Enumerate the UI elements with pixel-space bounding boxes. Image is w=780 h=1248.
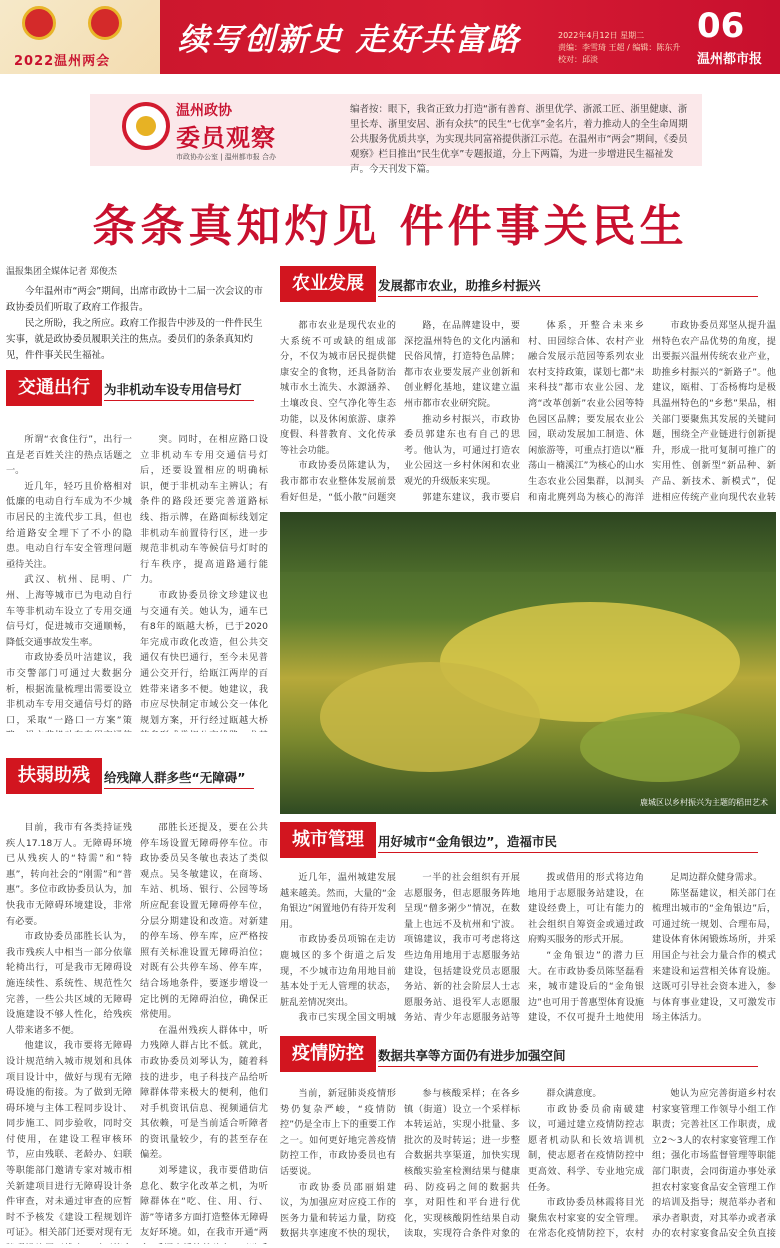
paragraph: 推动乡村振兴，市政协委员郭建东也有自己的思考。他认为，可通过打造农业公园这一乡村休闲和农业观光的升级版来实现。 [404, 413, 520, 487]
paragraph: 郭建东建议，我市要启 [422, 491, 520, 503]
traffic-col-1 [6, 432, 132, 732]
paragraph: 突。同时，在相应路口设立非机动车专用交通信号灯后，还要设置相应的明确标识，便于非机动车主辨认；有条件的路段还要完善道路标线、指示牌，在路面标线划定非机动车前置待行区，进一步规范非机动车等候信号灯时的行车秩序，提高道路通行能力。 [140, 434, 268, 586]
epidemic-col-4 [652, 1086, 776, 1244]
byline: 温报集团全媒体记者 郑俊杰 [6, 267, 117, 277]
divider [104, 788, 254, 789]
header-meta [558, 30, 680, 66]
national-emblem-icon [22, 6, 56, 40]
divider [104, 400, 254, 401]
page-headline: 条条真知灼见 件件事关民生 [92, 201, 688, 252]
photo-field [580, 712, 740, 782]
paragraph: 拨或借用的形式将边角地用于志愿服务站建设，在建设经费上，可让有能力的社会组织自筹资金或通过政府购买服务的形式开展。 [528, 872, 644, 946]
urban-col-2 [404, 870, 520, 1026]
banner-credit: 市政协办公室 | 温州都市报 合办 [176, 153, 277, 161]
section-label: 疫情防控 [280, 1036, 376, 1072]
paragraph: 市政协委员林霞将目光聚焦农村家宴的安全管理。在常态化疫情防控下，农村 [528, 1197, 644, 1240]
paragraph: 市政协委员俞南破建议，可通过建立疫情防控志愿者机动队和长效培训机制，使志愿者在疫情防控中更高效、科学、专业地完成任务。 [528, 1103, 644, 1193]
divider [378, 852, 758, 853]
divider [378, 296, 758, 297]
paragraph: 市政协委员陈建认为，我市都市农业整体发展前景看好但是，“低小散”问题突 [280, 460, 396, 503]
paragraph: 在温州残疾人群体中，听力残障人群占比不低。就此，市政协委员刘琴认为，随着科技的进步，电子科技产品给听障群体带来极大的便利，他们对手机资讯信息、视频通信尤其依赖，可是当前适合听障者的资讯量较少，有的甚至存在偏差。 [140, 1024, 268, 1161]
traffic-col-2 [140, 432, 268, 732]
section-subtitle: 为非机动车设专用信号灯 [104, 382, 242, 397]
photo-field [320, 662, 540, 772]
epidemic-col-2 [404, 1086, 520, 1244]
section-head-urban [280, 822, 776, 858]
cppcc-emblem-icon [88, 6, 122, 40]
epidemic-col-3 [528, 1086, 644, 1244]
agri-col-1 [280, 318, 396, 504]
paragraph: 市政协委员郑坚从提升温州特色农产品优势的角度，提出要振兴温州传统农业产业，助推乡村振兴的“新路子”。他建议，瓯柑、丁岙杨梅均是极具温州特色的“乡愁”果品，相关部门要聚焦其发展的关键问题，围绕全产业链进行创新提升，形成一批可复制可推广的实用性、创新型“新品种、新产品、新技术、新模式”，促进相应传统产业向现代农业转 [652, 320, 776, 503]
paragraph: 所谓“衣食住行”，出行一直是老百姓关注的热点话题之一。 [6, 434, 132, 477]
paragraph: 近几年，温州城建发展越来越美。然而，大量的“金角银边”闲置地仍有待开发利用。 [280, 872, 396, 930]
section-subtitle: 给残障人群多些“无障碍” [104, 770, 246, 785]
urban-col-4 [652, 870, 776, 1026]
paragraph: 陈坚磊建议，相关部门在梳理出城市的“金角银边”后，可通过统一规划、合理布局，建设体育休闲锻炼场所，并采用国企与社会力量合作的模式来建设和运营相关体育设施。这既可引导社会资本进入，参与体育事业建设，又可激发市场主体活力。 [652, 887, 776, 1024]
section-label: 农业发展 [280, 266, 376, 302]
header-slogan: 续写创新史 走好共富路 [178, 22, 521, 58]
paragraph: 他建议，我市要将无障碍设计规范纳入城市规划和具体项目设计中，做好与现有无障碍设施的衔接。为了做到无障碍环境与主体工程同步设计、同步施工、同步验收，同时交付使用，在建设工程审核环节，应由残联、老龄办、妇联等职能部门邀请专家对城市相关新建项目进行无障碍设计条件审查，对未通过审查的应暂时不予核发《建设工程规划许可证》。相关部门还要对现有无 [6, 1040, 132, 1239]
urban-col-1 [280, 870, 396, 1026]
section-subtitle: 用好城市“金角银边”，造福市民 [378, 834, 557, 849]
photo-caption: 鹿城区以乡村振兴为主题的稻田艺术 [640, 798, 768, 807]
disability-col-2 [140, 820, 268, 1244]
epidemic-col-1 [280, 1086, 396, 1244]
paragraph: 我市已实现全国文明城 [298, 1012, 396, 1024]
paragraph: 刘琴建议，我市要借助信息化、数字化改革之机，为听障群体在“吃、住、用、行、游”等诸多方面打造整体无障碍友好环境。如，在我市开通“两 [140, 1165, 268, 1239]
paragraph: 市政协委员邵胜长认为，我市残疾人中相当一部分依靠轮椅出行，可是我市无障碍设施连续性、系统性、规范性欠完善，一些公共区域的无障碍设施建设不够人性化，给残疾人带来诸多不便。 [6, 931, 132, 1036]
paragraph: 都市农业是现代农业的大系统不可或缺的组成部分，不仅为城市居民提供健康安全的食物，还具备防治城市水土流失、水源涵养、土壤改良、空气净化等生态功能，以及休闲旅游、康养度假、科普教育、文化传承等社会功能。 [280, 320, 396, 456]
section-head-epidemic [280, 1036, 776, 1072]
paragraph: 当前，新冠肺炎疫情形势仍复杂严峻，“疫情防控”仍是全市上下的重要工作之一。如何更好地完善疫情防控工作，市政协委员也有话要说。 [280, 1088, 396, 1177]
paragraph: 一半的社会组织有开展志愿服务，但志愿服务阵地呈现“僧多粥少”情况，在数量上也远不及杭州和宁波。项锦建议，我市可考虑将这些边角用地用于志愿服务站建设，包括建设党员志愿服务站、新的社会阶层人士志愿服务站、退役军人志愿服务站、青少年志愿服务站等 [404, 872, 520, 1024]
agri-col-4 [652, 318, 776, 504]
lead-paragraph: 民之所盼，我之所应。政府工作报告中涉及的一件件民生实事，就是政协委员履职关注的焦点。委员们的条条真知灼见，件件事关民生福祉。 [6, 318, 263, 361]
section-subtitle: 发展都市农业，助推乡村振兴 [378, 278, 541, 293]
section-label: 城市管理 [280, 822, 376, 858]
page-number: 06 [697, 6, 745, 46]
paragraph: “金角银边”的潜力巨大。在市政协委员陈坚磊看来，城市建设后的“金角银边”也可用于普惠型体育设施建设，不仅可提升土地使用 [528, 949, 644, 1024]
rice-field-photo [280, 512, 776, 814]
section-head-traffic [6, 370, 268, 406]
lead-block [6, 284, 268, 364]
section-subtitle: 数据共享等方面仍有进步加强空间 [378, 1048, 566, 1063]
paragraph: 近几年，轻巧且价格相对低廉的电动自行车成为不少城市居民的主流代步工具，但也给道路安全埋下了不小的隐患。电动自行车安全管理问题亟待关注。 [6, 480, 132, 570]
editor-note: 编者按：眼下，我省正致力打造“浙有善育、浙里优学、浙派工匠、浙里健康、浙里长寿、浙里安居、浙有众扶”的民生“七优享”金名片，着力推动人的全生命周期公共服务优质共享，为实现共同富裕提供浙江示范。在温州市“两会”期间，《委员观察》栏目推出“民生优享”专题报道，分上下两篇，为进一步增进民生福祉发声。今天刊发下篇。 [350, 104, 688, 175]
paragraph: 市政协委员叶洁建议，我市交警部门可通过大数据分析，根据流量梳理出需要设立非机动车专用交通信号灯的路口，采取“一路口一方案”策 [6, 652, 132, 726]
disability-col-1 [6, 820, 132, 1244]
lead-paragraph: 今年温州市“两会”期间，出席市政协十二届一次会议的市政协委员们听取了政府工作报告。 [6, 286, 263, 313]
paragraph: 参与核酸采样；在各乡镇（街道）设立一个采样标本转运站，实现小批量、多批次的及时转运；进一步整合数据共享渠道，加快实现核酸实验室检测结果与健康码、防疫码之间的数据共享，对阳性和平台进行优化，实现核酸阴性结果自动读取，实现符合条件对象的 [404, 1088, 520, 1240]
divider [378, 1066, 758, 1067]
paragraph: 武汉、杭州、昆明、广州、上海等城市已为电动自行车等非机动车设立了专用交通信号灯，促进城市交通顺畅，降低交通事故发生率。 [6, 574, 132, 648]
column-banner [90, 94, 702, 175]
section-head-agri [280, 266, 776, 302]
paragraph: 体系，开整合未来乡村、田园综合体、农村产业融合发展示范园等系列农业农村支持政策，谋划七都“未来科技”都市农业公园、龙湾“改革创新”农业公园等特色园区品牌；要发展农业公园，联动发展加工制造、休闲旅游等，可重点打造以“雁荡山－楠溪江”为核心的山水生态农业公园集群，以洞头和南北麂列岛为核心的海洋 [528, 320, 644, 503]
section-head-disability [6, 758, 268, 794]
session-label: 2022温州两会 [14, 54, 111, 69]
section-label: 扶弱助残 [6, 758, 102, 794]
proofreader: 校对：邱淡 [558, 55, 598, 64]
photo-hills [280, 512, 776, 572]
paragraph: 目前，我市有各类持证残疾人17.18万人。无障碍环境已从残疾人的“特需”和“特惠”，转向社会的“刚需”和“普惠”。多位市政协委员认为，加快我市无障碍环境建设，非常有必要。 [6, 822, 132, 927]
issue-date: 2022年4月12日 星期二 [558, 31, 645, 40]
paragraph: 市政协委员徐文珍建议也与交通有关。她认为，通车已有8年的瓯越大桥，已于2020年完成市政化改造，但公共交通仅有快巴通行，至今未见普通公交开行，给瓯江两岸的百姓带来诸多不便。她建议，我市应尽快制定市域公交一体化规划方案，开行经过瓯越大桥 [140, 589, 268, 726]
cppcc-logo-icon [122, 102, 170, 150]
page-header [0, 0, 780, 74]
paragraph: 邵胜长还提及，要在公共停车场设置无障碍停车位。市政协委员吴冬敏也表达了类似观点。吴冬敏建议，在商场、车站、机场、银行、公园等场所应配套设置无障碍停车位，分层分期建设和改造。对新建的停车场、停车库，应严格按照有关标准设置无障碍泊位；对既有公共停车场、停车库，结合场地条件，要逐步增设一定比例的无障碍泊位，确保正常使用。 [140, 822, 268, 1021]
paragraph: 市政协委员邵丽娟建议，为加强应对应疫工作的医务力量和转运力量，防疫数据共享速度不快的现状， [280, 1181, 396, 1240]
agri-col-2 [404, 318, 520, 504]
paragraph: 足周边群众健身需求。 [670, 872, 763, 883]
paragraph: 她认为应完善街道乡村农村家宴管理工作领导小组工作职责；完善社区工作职责，成立2～3人的农村家宴管理工作组；强化市场监督管理等职能部门职责，会同街道办事处承担农村家宴食品安全管理工作的培训及指导；规范举办者和承办者职责，对其举办或者承办的农村家宴食品安全负直接 [652, 1088, 776, 1240]
banner-column: 委员观察 [176, 124, 276, 152]
editors: 责编：李雪琦 王超 / 编辑：陈东升 [558, 43, 681, 52]
section-label: 交通出行 [6, 370, 102, 406]
paragraph: 路，在品牌建设中，要深挖温州特色的文化内涵和民俗风情，打造特色品牌；都市农业要发展产业创新和创业孵化基地，建议建立温州市都市农业研究院。 [404, 320, 520, 409]
agri-col-3 [528, 318, 644, 504]
paragraph: 群众满意度。 [546, 1088, 602, 1099]
paper-name: 温州都市报 [697, 52, 763, 67]
banner-org: 温州政协 [176, 103, 232, 119]
paragraph: 市政协委员项锦在走访鹿城区的多个街道之后发现，不少城市边角用地目前基本处于无人管理的状态，脏乱差情况突出。 [280, 934, 396, 1008]
urban-col-3 [528, 870, 644, 1026]
